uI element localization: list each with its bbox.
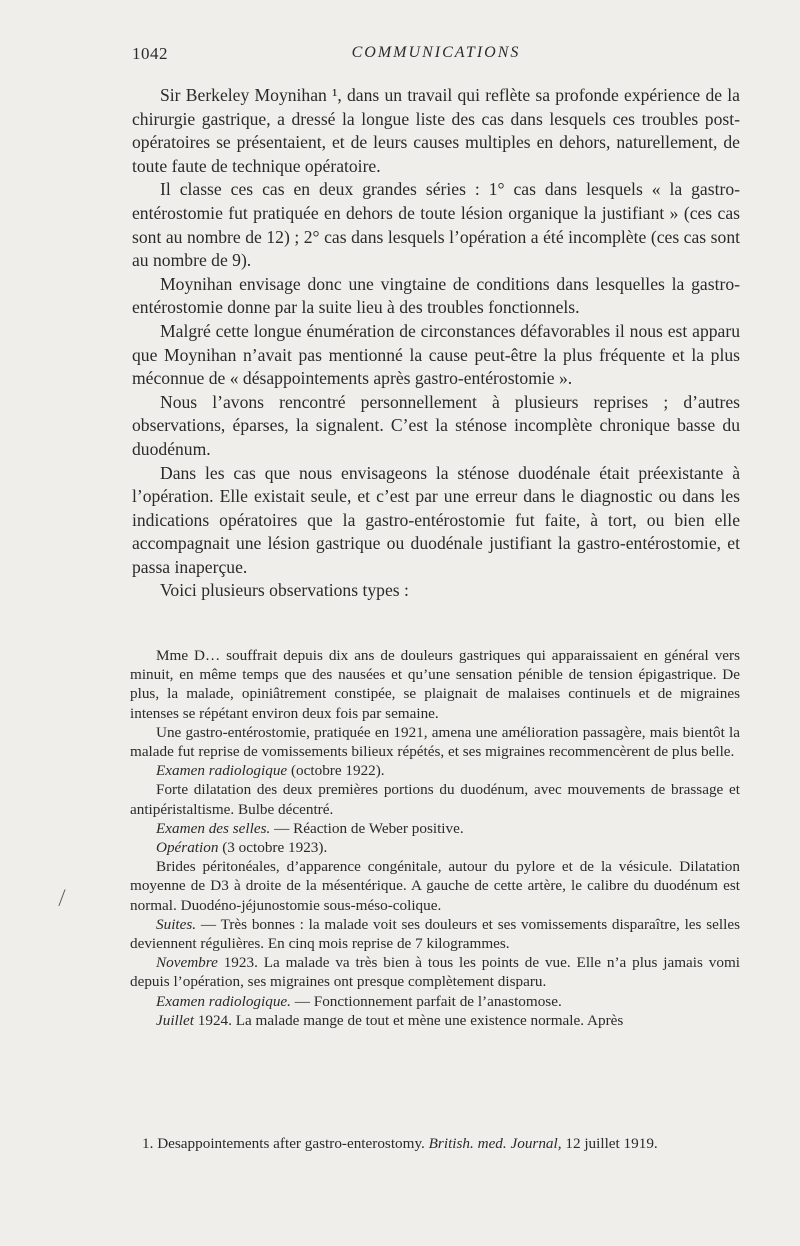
paragraph: Moynihan envisage donc une vingtaine de conditions dans lesquelles la gastro-entérostomie donne par la suite lieu à des troubles fonctionnels. bbox=[132, 273, 740, 318]
observation-paragraph: Examen radiologique. — Fonctionnement parfait de l’anastomose. bbox=[156, 992, 562, 1010]
paragraph: Il classe ces cas en deux grandes séries : 1° cas dans lesquels « la gastro-entérostomie fut pratiquée en dehors de toute lésion organique la justifiant » (ces cas sont au nombre de 12) ; 2° cas dans lesquels l’opération a été incomplète (ces cas sont au nombre de 9). bbox=[132, 179, 740, 271]
observation-paragraph: Examen radiologique (octobre 1922). bbox=[156, 762, 385, 780]
observation-paragraph: Une gastro-entérostomie, pratiquée en 1921, amena une amélioration passagère, mais bientôt la malade fut reprise de vomissements bilieux répétés, et ses migraines recommencèrent de plus belle. bbox=[130, 723, 740, 761]
footnote-text: 1. Desappointements after gastro-enterostomy. British. med. Journal, 12 juillet 1919. bbox=[142, 1135, 658, 1152]
running-head: COMMUNICATIONS bbox=[351, 44, 521, 61]
journal-title: British. med. Journal, bbox=[428, 1135, 562, 1152]
paragraph: Malgré cette longue énumération de circonstances défavorables il nous est apparu que Moynihan n’avait pas mentionné la cause peut-être la plus fréquente et la plus méconnue de « désappointements après gastro-entérostomie ». bbox=[132, 320, 740, 389]
observation-paragraph: Forte dilatation des deux premières portions du duodénum, avec mouvements de brassage et antipéristaltisme. Bulbe décentré. bbox=[130, 781, 740, 818]
main-text bbox=[132, 84, 740, 603]
observation-paragraph: Examen des selles. — Réaction de Weber positive. bbox=[156, 819, 464, 837]
page-number: 1042 bbox=[132, 44, 168, 63]
paragraph: Nous l’avons rencontré personnellement à plusieurs reprises ; d’autres observations, éparses, la signalent. C’est la sténose incomplète chronique basse du duodénum. bbox=[132, 391, 740, 459]
observation-paragraph: Juillet 1924. La malade mange de tout et mène une existence normale. Après bbox=[156, 1011, 624, 1029]
paragraph: Sir Berkeley Moynihan ¹, dans un travail qui reflète sa profonde expérience de la chirurgie gastrique, a dressé la longue liste des cas dans lesquels ces troubles post-opératoires se présentaient, et de leurs causes multiples en dehors, naturellement, de toute faute de technique opératoire. bbox=[132, 85, 740, 176]
observation-paragraph: Suites. — Très bonnes : la malade voit ses douleurs et ses vomissements disparaître, les selles deviennent régulières. En cinq mois reprise de 7 kilogrammes. bbox=[130, 915, 740, 953]
case-observation bbox=[130, 646, 740, 1030]
pencil-mark-icon: ⟋ bbox=[52, 886, 72, 910]
observation-paragraph: Opération (3 octobre 1923). bbox=[156, 839, 328, 857]
paragraph: Dans les cas que nous envisageons la sténose duodénale était préexistante à l’opération. Elle existait seule, et c’est par une erreur dans le diagnostic ou dans les indications opératoires que la gastro-entérostomie fut faite, à tort, ou bien elle accompagnait une lésion gastrique ou duodénale justifiant la gastro-entérostomie, et passa inaperçue. bbox=[132, 462, 740, 577]
page-header bbox=[132, 44, 740, 70]
observation-paragraph: Mme D… souffrait depuis dix ans de douleurs gastriques qui apparaissaient en général vers minuit, en même temps que des nausées et qu’une sensation pénible de tension épigastrique. De plus, la malade, opiniâtrement constipée, se plaignait de malaises continuels et de migraines intenses se répétant environ deux fois par semaine. bbox=[130, 647, 740, 722]
footnote bbox=[130, 1134, 740, 1154]
observation-paragraph: Brides péritonéales, d’apparence congénitale, autour du pylore et de la vésicule. Dilatation moyenne de D3 à droite de la mésentérique. A gauche de cette artère, le calibre du duodénum est normal. Duodéno-jéjunostomie sous-méso-colique. bbox=[130, 858, 740, 914]
observation-paragraph: Novembre 1923. La malade va très bien à tous les points de vue. Elle n’a plus jamais vomi depuis l’opération, ses migraines ont presque complètement disparu. bbox=[130, 954, 740, 991]
paragraph: Voici plusieurs observations types : bbox=[160, 580, 409, 601]
